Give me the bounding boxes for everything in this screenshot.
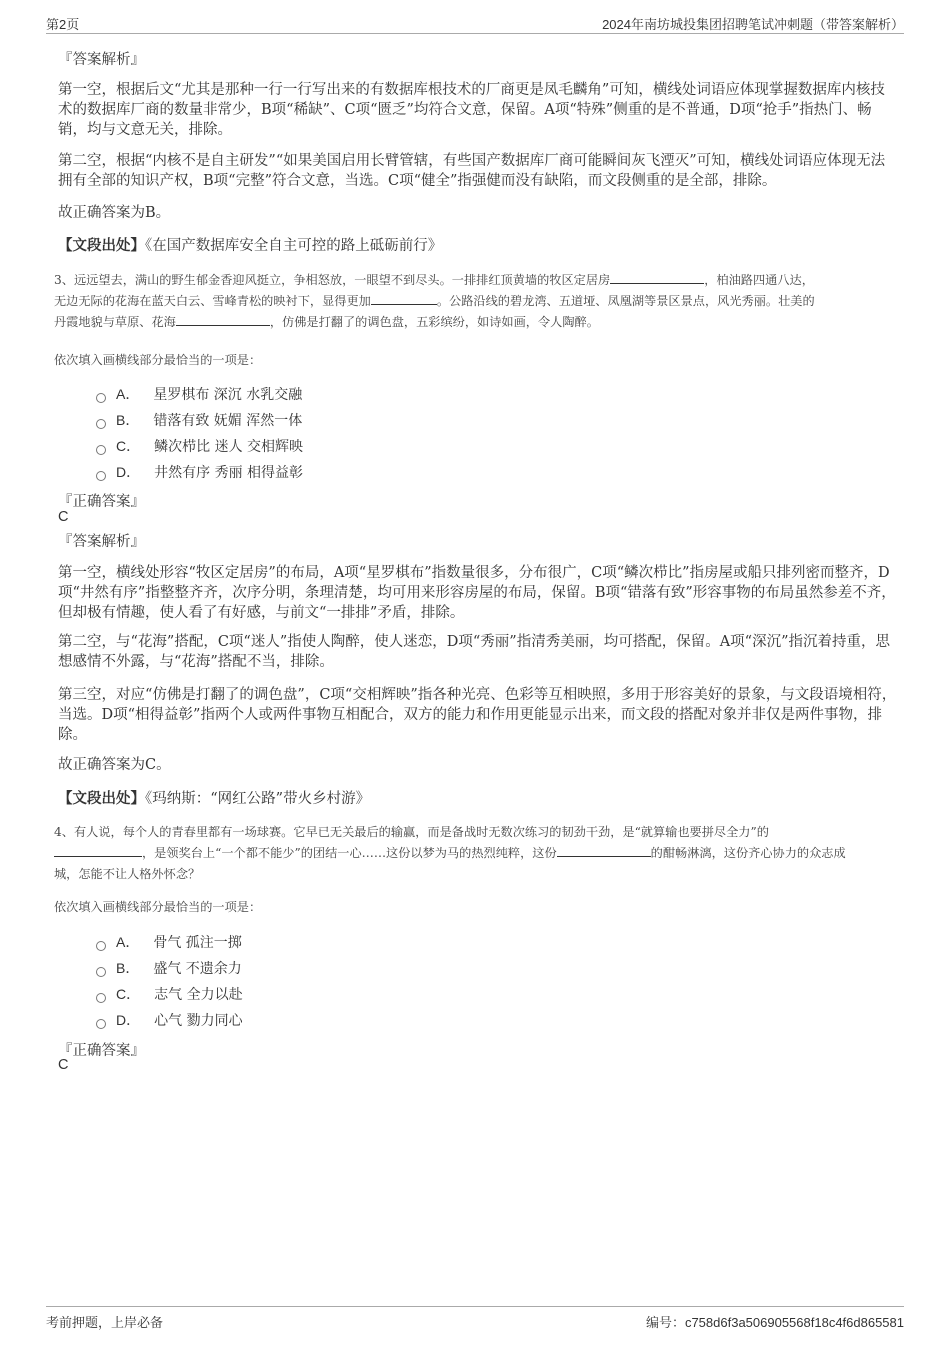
option-letter: A．: [116, 386, 140, 402]
option-letter: A．: [116, 934, 140, 950]
q3-analysis-p2: 第二空，与“花海”搭配，C项“迷人”指使人陶醉，使人迷恋，D项“秀丽”指清秀美丽，均可搭配，保留。A项“深沉”指沉着持重，思想感情不外露，与“花海”搭配不当，排除。: [58, 634, 890, 670]
option-text: 骨气 孤注一掷: [153, 935, 242, 951]
footer-serial: 编号：c758d6f3a506905568f18c4f6d865581: [645, 1315, 904, 1330]
q3-conclusion: 故正确答案为C。: [58, 757, 171, 773]
option-text: 井然有序 秀丽 相得益彰: [154, 465, 304, 481]
radio-icon[interactable]: [96, 419, 106, 429]
q3-answer: C: [58, 509, 69, 525]
q4-option-a[interactable]: [96, 932, 242, 952]
q4-answer-label: 『正确答案』: [58, 1043, 145, 1059]
q2-source-text: 《在国产数据库安全自主可控的路上砥砺前行》: [145, 238, 443, 254]
q4-stem-part: 4、有人说，每个人的青春里都有一场球赛。它早已无关最后的输赢，而是备战时无数次练习的韧劲干劲，是“就算输也要拼尽全力”的: [54, 825, 769, 839]
option-text: 星罗棋布 深沉 水乳交融: [153, 387, 303, 403]
q2-source-label: 【文段出处】: [58, 237, 145, 254]
q2-analysis-label: 『答案解析』: [58, 52, 145, 68]
q3-analysis-p3: 第三空，对应“仿佛是打翻了的调色盘”，C项“交相辉映”指各种光亮、色彩等互相映照，多用于形容美好的景象，与文段语境相符，当选。D项“相得益彰”指两个人或两件事物互相配合，双方的能力和作用更能显示出来，而文段的搭配对象并非仅是两件事物，排除。: [58, 687, 897, 743]
radio-icon[interactable]: [96, 393, 106, 403]
option-letter: C．: [116, 438, 141, 454]
document-title: 2024年南坊城投集团招聘笔试冲刺题（带答案解析）: [602, 17, 904, 32]
q2-analysis-p1: 第一空，根据后文“尤其是那种一行一行写出来的有数据库根技术的厂商更是凤毛麟角”可知，横线处词语应体现掌握数据库内核技术的数据库厂商的数量非常少，B项“稀缺”、C项“匮乏”均符合文意，保留。A项“特殊”侧重的是不普通，D项“抢手”指热门、畅销，均与文意无关，排除。: [58, 82, 885, 138]
option-letter: C．: [116, 986, 141, 1002]
q3-blank-2: [371, 292, 437, 305]
q2-source: [58, 236, 898, 256]
option-text: 盛气 不遗余力: [153, 961, 242, 977]
q4-option-d[interactable]: [96, 1010, 243, 1030]
q4-answer: C: [58, 1057, 69, 1073]
q4-prompt: 依次填入画横线部分最恰当的一项是：: [54, 900, 262, 914]
radio-icon[interactable]: [96, 471, 106, 481]
radio-icon[interactable]: [96, 941, 106, 951]
page-number: 第2页: [46, 17, 80, 32]
option-letter: B．: [116, 960, 140, 976]
q3-option-a[interactable]: [96, 384, 302, 404]
radio-icon[interactable]: [96, 993, 106, 1003]
footer-divider: [46, 1306, 904, 1307]
footer-slogan: 考前押题，上岸必备: [46, 1315, 164, 1330]
q3-stem-part: 。公路沿线的碧龙湾、五道垭、凤凰湖等景区景点，风光秀丽。壮美的: [436, 294, 815, 308]
q3-source-text: 《玛纳斯：“网红公路”带火乡村游》: [145, 791, 371, 807]
q4-stem-part: ，是领奖台上“一个都不能少”的团结一心……这份以梦为马的热烈纯粹，这份: [142, 846, 557, 860]
q3-option-c[interactable]: [96, 436, 303, 456]
q3-option-d[interactable]: [96, 462, 303, 482]
option-text: 错落有致 妩媚 浑然一体: [153, 413, 303, 429]
q2-conclusion: 故正确答案为B。: [58, 205, 171, 221]
q3-stem: [54, 270, 888, 333]
option-text: 鳞次栉比 迷人 交相辉映: [154, 439, 304, 455]
q3-stem-part: ，柏油路四通八达，: [704, 273, 814, 287]
q3-analysis-label: 『答案解析』: [58, 534, 145, 550]
radio-icon[interactable]: [96, 1019, 106, 1029]
q4-option-c[interactable]: [96, 984, 243, 1004]
q3-option-b[interactable]: [96, 410, 302, 430]
q3-stem-part: ，仿佛是打翻了的调色盘，五彩缤纷，如诗如画，令人陶醉。: [269, 315, 599, 329]
q4-stem: [54, 822, 888, 885]
q3-blank-3: [176, 313, 270, 326]
q3-stem-part: 3、远远望去，满山的野生郁金香迎风挺立，争相怒放，一眼望不到尽头。一排排红顶黄墙的牧区定居房: [54, 273, 611, 287]
option-letter: D．: [116, 464, 141, 480]
q3-stem-part: 无边无际的花海在蓝天白云、雪峰青松的映衬下，显得更加: [54, 294, 371, 308]
q3-analysis-p1: 第一空，横线处形容“牧区定居房”的布局，A项“星罗棋布”指数量很多，分布很广，C项“鳞次栉比”指房屋或船只排列密而整齐，D项“井然有序”指整整齐齐，次序分明，条理清楚，均可用来形容房屋的布局，保留。B项“错落有致”形容事物的布局虽然参差不齐，但却极有情趣，使人看了有好感，与前文“一排排”矛盾，排除。: [58, 565, 896, 621]
q4-blank-1: [54, 844, 142, 857]
q4-stem-part: 城，怎能不让人格外怀念？: [54, 867, 201, 881]
q4-option-b[interactable]: [96, 958, 242, 978]
page-header: [46, 14, 904, 34]
option-text: 心气 勠力同心: [154, 1013, 243, 1029]
radio-icon[interactable]: [96, 967, 106, 977]
q3-source-label: 【文段出处】: [58, 790, 145, 807]
option-text: 志气 全力以赴: [154, 987, 243, 1003]
option-letter: D．: [116, 1012, 141, 1028]
q3-source: [58, 789, 898, 809]
radio-icon[interactable]: [96, 445, 106, 455]
header-divider: [46, 33, 904, 34]
q3-answer-label: 『正确答案』: [58, 494, 145, 510]
q4-blank-2: [557, 844, 651, 857]
q3-stem-part: 丹霞地貌与草原、花海: [54, 315, 176, 329]
option-letter: B．: [116, 412, 140, 428]
q2-analysis-p2: 第二空，根据“内核不是自主研发”“如果美国启用长臂管辖，有些国产数据库厂商可能瞬间灰飞湮灭”可知，横线处词语应体现无法拥有全部的知识产权，B项“完整”符合文意，当选。C项“健全”指强健而没有缺陷，而文段侧重的是全部，排除。: [58, 153, 886, 189]
q3-prompt: 依次填入画横线部分最恰当的一项是：: [54, 353, 262, 367]
q3-blank-1: [610, 271, 704, 284]
q4-stem-part: 的酣畅淋漓，这份齐心协力的众志成: [650, 846, 846, 860]
